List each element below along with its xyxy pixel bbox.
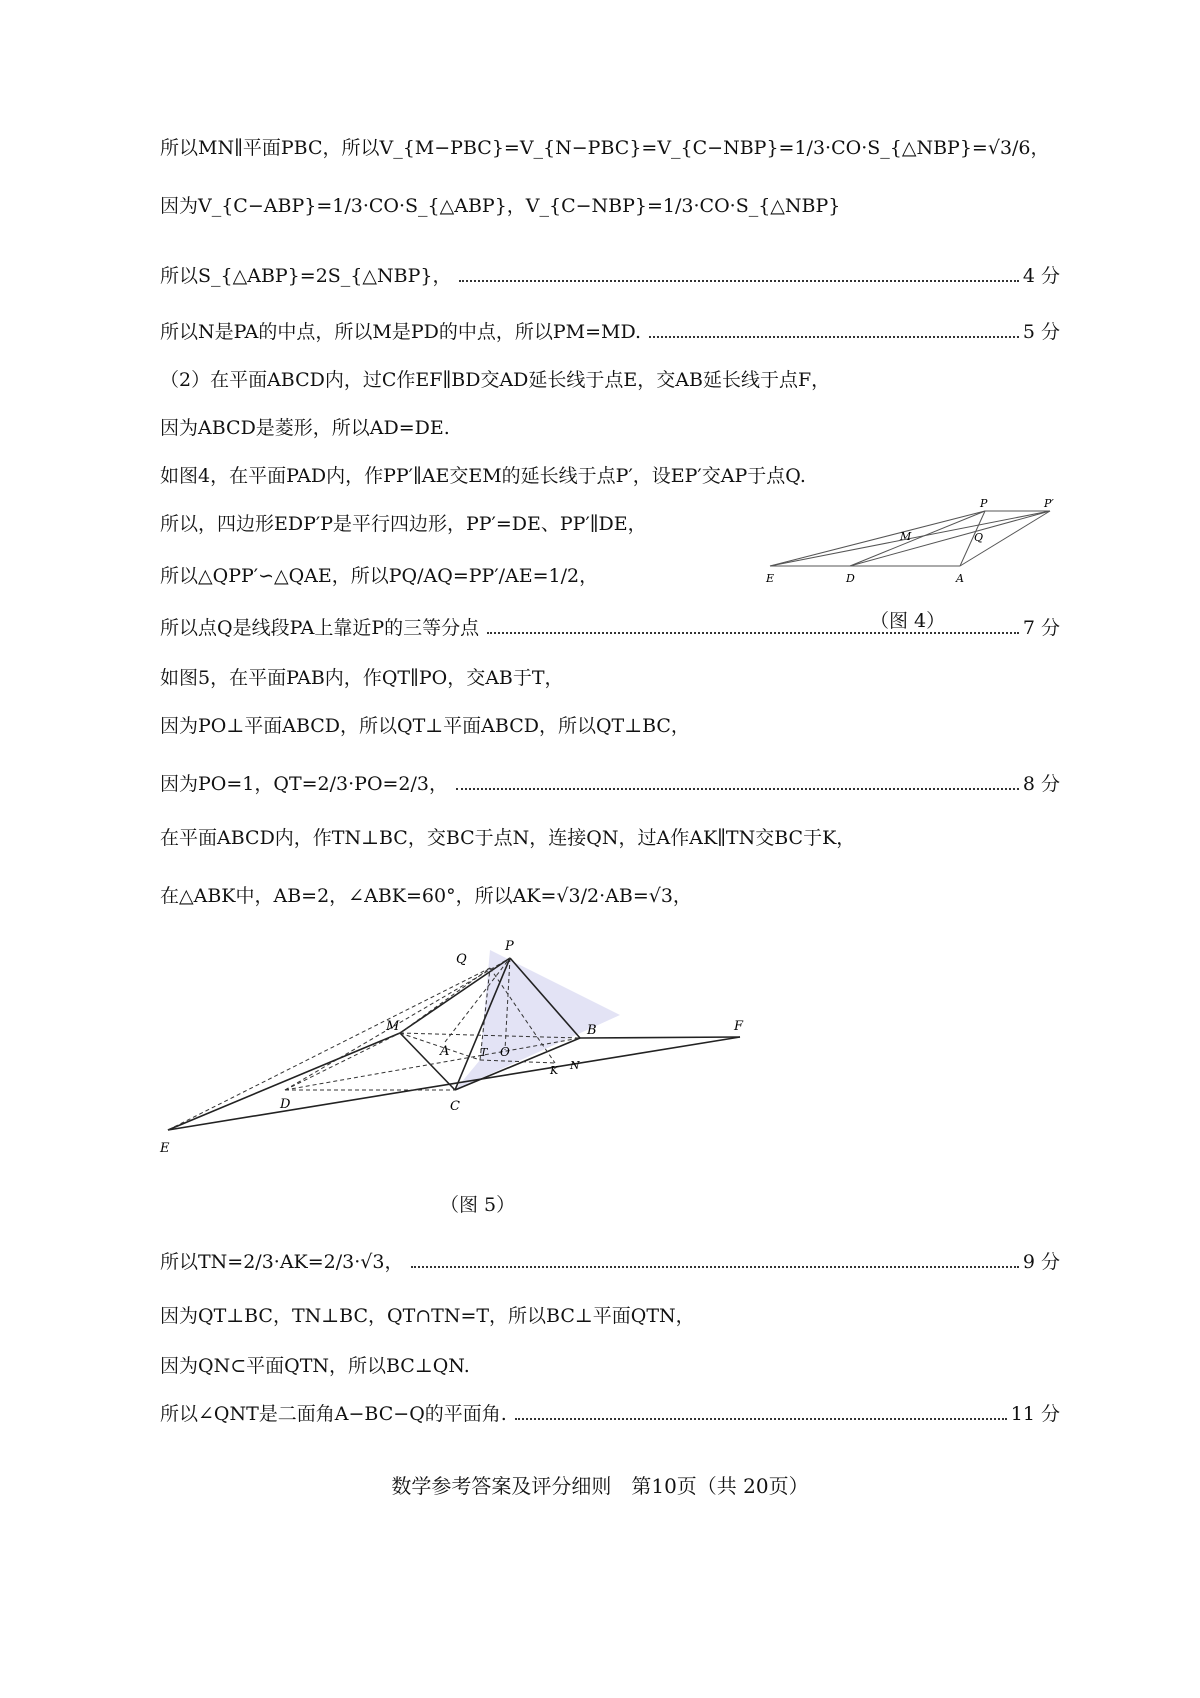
fig5-label-f: F	[734, 1019, 744, 1034]
score-9: 9 分	[1022, 1251, 1060, 1273]
line-17: 因为QT⊥BC，TN⊥BC，QT∩TN=T，所以BC⊥平面QTN，	[160, 1305, 695, 1327]
fig4-label-p-prime: P′	[1044, 497, 1054, 510]
line-6: 因为ABCD是菱形，所以AD=DE.	[160, 417, 450, 439]
fig5-label-c: C	[450, 1099, 460, 1114]
fig5-label-n: N	[570, 1059, 580, 1072]
fig4-label-d: D	[846, 572, 855, 585]
line-16: 所以TN=2/3·AK=2/3·√3， 9 分	[160, 1248, 1060, 1276]
figure-4-caption: （图 4）	[870, 610, 946, 632]
line-5: （2）在平面ABCD内，过C作EF∥BD交AD延长线于点E，交AB延长线于点F，	[160, 369, 831, 391]
line-7: 如图4，在平面PAD内，作PP′∥AE交EM的延长线于点P′，设EP′交AP于点Q.	[160, 465, 806, 487]
fig4-label-e: E	[766, 572, 775, 585]
fig4-label-p: P	[980, 497, 988, 510]
line-2: 因为V_{C−ABP}=1/3·CO·S_{△ABP}，V_{C−NBP}=1/3·CO·S_{△NBP}	[160, 195, 841, 217]
line-4: 所以N是PA的中点，所以M是PD的中点，所以PM=MD. 5 分	[160, 318, 1060, 346]
score-11: 11 分	[1010, 1403, 1060, 1425]
line-3: 所以S_{△ABP}=2S_{△NBP}， 4 分	[160, 262, 1060, 290]
fig4-label-q: Q	[974, 531, 984, 544]
score-8: 8 分	[1022, 773, 1060, 795]
fig4-label-a: A	[956, 572, 964, 585]
fig5-label-b: B	[587, 1023, 597, 1038]
figure-4	[760, 496, 1060, 616]
fig5-label-m: M	[386, 1019, 400, 1034]
fig5-label-q: Q	[456, 952, 467, 967]
fig5-label-e: E	[160, 1141, 170, 1156]
line-10: 所以点Q是线段PA上靠近P的三等分点 7 分	[160, 614, 1060, 642]
fig4-label-m: M	[900, 530, 912, 543]
line-19: 所以∠QNT是二面角A−BC−Q的平面角. 11 分	[160, 1400, 1060, 1428]
fig5-label-k: K	[550, 1064, 559, 1077]
fig5-label-o: O	[500, 1045, 510, 1059]
line-13: 因为PO=1，QT=2/3·PO=2/3， 8 分	[160, 770, 1060, 798]
line-9: 所以△QPP′∽△QAE，所以PQ/AQ=PP′/AE=1/2，	[160, 565, 599, 587]
line-12: 因为PO⊥平面ABCD，所以QT⊥平面ABCD，所以QT⊥BC，	[160, 715, 690, 737]
line-1: 所以MN∥平面PBC，所以V_{M−PBC}=V_{N−PBC}=V_{C−NBP}=1/3·CO·S_{△NBP}=√3/6，	[160, 137, 1050, 159]
fig5-label-d: D	[280, 1097, 291, 1112]
line-11: 如图5，在平面PAB内，作QT∥PO，交AB于T，	[160, 667, 564, 689]
fig5-label-a: A	[440, 1044, 450, 1059]
score-5: 5 分	[1022, 321, 1060, 343]
score-7: 7 分	[1022, 617, 1060, 639]
figure-5	[150, 930, 760, 1170]
line-8: 所以，四边形EDP′P是平行四边形，PP′=DE、PP′∥DE，	[160, 513, 647, 535]
figure-5-caption: （图 5）	[440, 1194, 516, 1216]
line-18: 因为QN⊂平面QTN，所以BC⊥QN.	[160, 1355, 470, 1377]
line-15: 在△ABK中，AB=2，∠ABK=60°，所以AK=√3/2·AB=√3，	[160, 885, 692, 907]
page-footer: 数学参考答案及评分细则 第10页（共 20页）	[391, 1474, 809, 1498]
fig5-label-p: P	[505, 939, 514, 954]
line-14: 在平面ABCD内，作TN⊥BC，交BC于点N，连接QN，过A作AK∥TN交BC于K，	[160, 827, 856, 849]
score-4: 4 分	[1022, 265, 1060, 287]
fig5-label-t: T	[480, 1046, 488, 1059]
